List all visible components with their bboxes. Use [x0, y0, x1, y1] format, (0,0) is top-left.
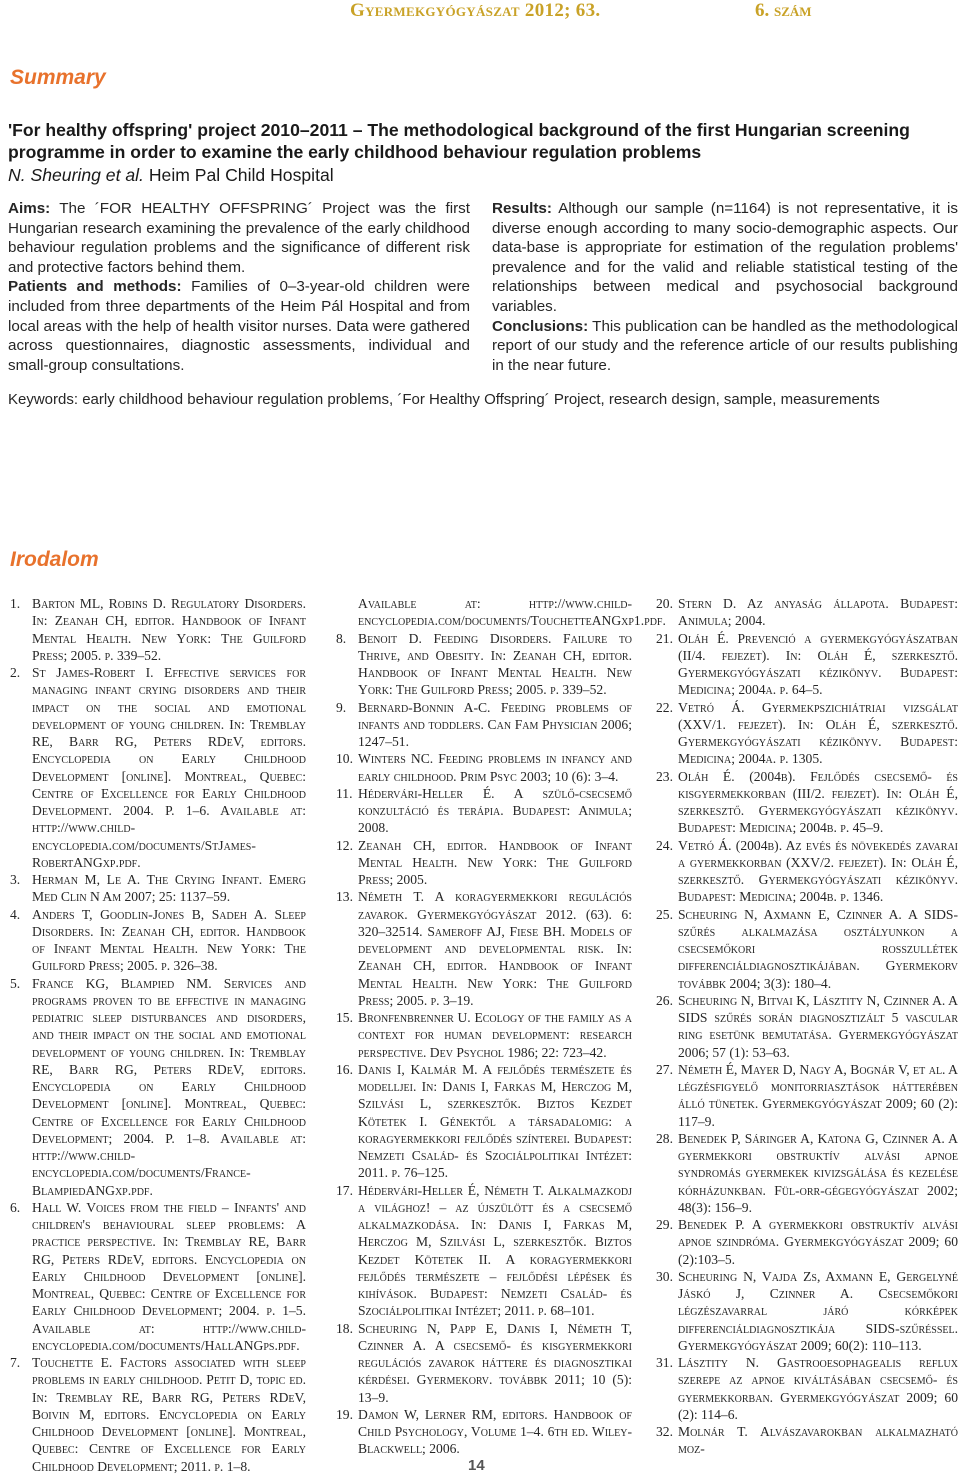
reference-text: St James-Robert I. Effective services for managing infant crying disorders and their impact on the social and emotional development of young children. In: Tremblay RE, Barr RG, Peters RDeV, editors. Encyclopedia on Early Childhood Development [online]. Montreal, Quebec: Centre of Excellence for Early Childhood Development. 2004. P. 1–6. Available at: http://www.child-encyclopedia.com/documents/StJames-RobertANGxp.pdf.	[32, 665, 306, 870]
reference-text: Benedek P, Sáringer A, Katona G, Czinner A. A gyermekkori obstruktív alvási apnoe syndromás gyermekek kivizsgálása és kezelése kórházunkban. Fül-orr-gégegyógyászat 2002; 48(3): 156–9.	[678, 1130, 958, 1215]
reference-number: 6.	[10, 1199, 21, 1215]
references-column-1	[10, 595, 306, 1475]
reference-number: 15.	[336, 1010, 353, 1025]
reference-number: 11.	[336, 785, 353, 801]
reference-number: 31.	[656, 1355, 673, 1370]
reference-text: Herman M, Le A. The Crying Infant. Emerg Med Clin N Am 2007; 25: 1137–59.	[32, 872, 306, 905]
reference-text: Lásztity N. Gastrooesophagealis reflux szerepe az apnoe kiváltásában csecsemő- és gyermekkorban. Gyermekgyógyászat 2009; 60 (2): 114–6.	[678, 1355, 958, 1422]
reference-item	[10, 871, 306, 906]
reference-item	[656, 630, 958, 699]
reference-item	[656, 1216, 958, 1268]
reference-number: 22.	[656, 699, 673, 715]
author-line	[8, 164, 334, 186]
reference-number: 4.	[10, 906, 21, 922]
reference-number: 27.	[656, 1061, 673, 1077]
reference-list-3	[656, 595, 958, 1458]
reference-number: 21.	[656, 630, 673, 646]
reference-number: 17.	[336, 1182, 353, 1198]
reference-text: Molnár T. Alvászavarokban alkalmazható moz-	[678, 1424, 958, 1457]
reference-number: 3.	[10, 872, 21, 887]
reference-number: 2.	[10, 665, 21, 680]
reference-number: 23.	[656, 768, 673, 784]
reference-number: 29.	[656, 1217, 673, 1232]
reference-item	[336, 630, 632, 699]
reference-item	[336, 888, 632, 1009]
references-column-3	[656, 595, 958, 1458]
reference-number: 7.	[10, 1355, 21, 1370]
reference-number: 20.	[656, 596, 673, 611]
reference-number: 8.	[336, 630, 347, 646]
reference-item	[336, 785, 632, 837]
reference-text: Németh É, Mayer D, Nagy A, Bognár V, et al. A légzésfigyelő monitorriasztások hátterében álló tünetek. Gyermekgyógyászat 2009; 60 (2): 117–9.	[678, 1061, 958, 1129]
issue-number: 6. szám	[755, 0, 812, 21]
results-text: Although our sample (n=1164) is not representative, it is diverse enough according to many socio-demographic aspects. Our data-base is appropriate for estimation of the regulation problems' prevalence and for the valid and reliable statistical testing of the relationships between medical and psychosocial background variables.	[492, 200, 958, 315]
reference-number: 25.	[656, 906, 673, 922]
reference-text: Scheuring N, Vajda Zs, Axmann E, Gergelyné Jáskó J, Czinner A. Csecsemőkori légzészavarral járó kórképek differenciáldiagnosztikája SIDS-szűréssel. Gyermekgyógyászat 2009; 60(2): 110–113.	[678, 1268, 958, 1353]
reference-item	[656, 1061, 958, 1130]
reference-text: Available at: http://www.child-encyclopedia.com/documents/TouchetteANGxp1.pdf.	[358, 596, 666, 629]
reference-number: 26.	[656, 992, 673, 1008]
keywords: Keywords: early childhood behaviour regulation problems, ´For Healthy Offspring´ Project, research design, sample, measurements	[8, 391, 880, 408]
reference-number: 9.	[336, 699, 347, 715]
paper-title: 'For healthy offspring' project 2010–2011 – The methodological background of the first Hungarian screening programme in order to examine the early childhood behaviour regulation problems	[8, 120, 910, 162]
patients-label: Patients and methods:	[8, 278, 182, 296]
reference-text: Hédervári-Heller É, Németh T. Alkalmazkodj a világhoz! – az újszülött és a csecsemő alkalmazkodása. In: Danis I, Farkas M, Herczog M, Szilvási L, szerkesztők. Biztos Kezdet Kötetek II. A koragyermekkori fejlődés természete – fejlődési lépések és kihívások. Budapest: Nemzeti Család- és Szociálpolitikai Intézet; 2011. p. 68–101.	[358, 1182, 632, 1319]
patients-text: Families of 0–3-year-old children were included from three departments of the Heim Pál Hospital and from local areas with the help of health visitor nurses. Data were gathered across questionnaires, diagnostic assessments, individual and small-group consultations.	[8, 278, 470, 374]
reference-text: Németh T. A koragyermekkori regulációs zavarok. Gyermekgyógyászat 2012. (63). 6: 320–32514. Sameroff AJ, Fiese BH. Models of development and developmental risk. In: Zeanah CH, editor. Handbook of Infant Mental Health. New York: The Guilford Press; 2005. p. 3–19.	[358, 889, 632, 1008]
reference-text: Scheuring N, Bitvai K, Lásztity N, Czinner A. A SIDS szűrés során diagnosztizált 5 vascular ring esetünk bemutatása. Gyermekgyógyászat 2006; 57 (1): 53–63.	[678, 992, 958, 1060]
reference-text: France KG, Blampied NM. Services and programs proven to be effective in managing pediatric sleep disturbances and disorders, and their impact on the social and emotional development of young children. In: Tremblay RE, Barr RG, Peters RDeV, editors. Encyclopedia on Early Childhood Development [online]. Montreal, Quebec: Centre of Excellence for Early Childhood Development; 2004. P. 1–8. Available at: http://www.child-encyclopedia.com/documents/France-BlampiedANGxp.pdf.	[32, 975, 306, 1198]
conclusions-text: This publication can be handled as the methodological report of our study and the reference article of our results publishing in the near future.	[492, 317, 958, 374]
reference-item	[656, 992, 958, 1061]
results-label: Results:	[492, 200, 552, 217]
page-number: 14	[468, 1457, 485, 1474]
aims-paragraph	[8, 199, 470, 277]
reference-text: Benedek P. A gyermekkori obstruktív alvási apnoe szindróma. Gyermekgyógyászat 2009; 60 (2):103–5.	[678, 1217, 958, 1267]
reference-text: Bernard-Bonnin A-C. Feeding problems of infants and toddlers. Can Fam Physician 2006; 1247–51.	[358, 699, 632, 749]
reference-item	[10, 1354, 306, 1475]
reference-text: Scheuring N, Papp E, Danis I, Németh T, Czinner A. A csecsemő- és kisgyermekkori regulációs zavarok háttere és diagnosztikai kérdései. Gyermekorv. továbbk 2011; 10 (5): 13–9.	[358, 1320, 632, 1405]
reference-text: Danis I, Kalmár M. A fejlődés természete és modelljei. In: Danis I, Farkas M, Herczog M, Szilvási L, szerkesztők. Biztos Kezdet Kötetek I. Génektől a társadalomig: a koragyermekkori fejlődés színterei. Budapest: Nemzeti Család- és Szociálpolitikai Intézet: 2011. p. 76–125.	[358, 1061, 632, 1181]
reference-item	[336, 1182, 632, 1320]
reference-list-1	[10, 595, 306, 1475]
reference-item	[656, 1423, 958, 1458]
reference-item	[656, 699, 958, 768]
reference-text: Zeanah CH, editor. Handbook of Infant Mental Health. New York: The Guilford Press; 2005.	[358, 837, 632, 887]
reference-number: 16.	[336, 1061, 353, 1077]
reference-text: Touchette E. Factors associated with sleep problems in early childhood. Petit D, topic ed. In: Tremblay RE, Barr RG, Peters RDeV, Boivin M, editors. Encyclopedia on Early Childhood Development [online]. Montreal, Quebec: Centre of Excellence for Early Childhood Development; 2011. p. 1–8.	[32, 1355, 306, 1474]
aims-label: Aims:	[8, 200, 51, 217]
reference-text: Hall W. Voices from the field – Infants' and children's behavioural sleep problems: A practice perspective. In: Tremblay RE, Barr RG, Peters RDeV, editors. Encyclopedia on Early Childhood Development [online]. Montreal, Quebec: Centre of Excellence for Early Childhood Development; 2004. p. 1–5. Available at: http://www.child-encyclopedia.com/documents/HallANGps.pdf.	[32, 1199, 306, 1353]
affiliation: Heim Pal Child Hospital	[143, 165, 334, 185]
references-heading: Irodalom	[10, 548, 99, 571]
journal-name: Gyermekgyógyászat 2012; 63.	[350, 0, 601, 21]
reference-number: 1.	[10, 596, 21, 611]
reference-item	[10, 906, 306, 975]
reference-item	[10, 664, 306, 871]
reference-number: 12.	[336, 837, 353, 853]
reference-item	[656, 1354, 958, 1423]
reference-text: Hédervári-Heller É. A szülő-csecsemő konzultáció és terápia. Budapest: Animula; 2008.	[358, 785, 632, 836]
results-paragraph	[492, 199, 958, 317]
reference-number: 5.	[10, 975, 21, 991]
reference-number: 19.	[336, 1406, 353, 1422]
reference-number: 13.	[336, 889, 353, 905]
reference-item	[336, 1009, 632, 1061]
reference-item	[10, 975, 306, 1199]
reference-item	[10, 1199, 306, 1354]
reference-number: 28.	[656, 1130, 673, 1146]
page-header	[0, 0, 960, 20]
aims-text: The ´FOR HEALTHY OFFSPRING´ Project was the first Hungarian research examining the prevalence of the early childhood behaviour regulation problems and the significance of different risk and protective factors behind them.	[8, 200, 470, 276]
reference-item	[336, 1320, 632, 1406]
reference-item	[656, 1268, 958, 1354]
reference-text: Barton ML, Robins D. Regulatory Disorders. In: Zeanah CH, editor. Handbook of Infant Mental Health. New York: The Guilford Press; 2005. p. 339–52.	[32, 596, 306, 663]
reference-text: Benoit D. Feeding Disorders. Failure to Thrive, and Obesity. In: Zeanah CH, editor. Handbook of Infant Mental Health. New York: The Guilford Press; 2005. p. 339–52.	[358, 630, 632, 698]
reference-text: Winters NC. Feeding problems in infancy and early childhood. Prim Psyc 2003; 10 (6): 3–4.	[358, 751, 632, 784]
abstract-right-column	[492, 199, 958, 375]
reference-number: 30.	[656, 1268, 673, 1284]
conclusions-label: Conclusions:	[492, 317, 589, 335]
reference-item	[336, 1061, 632, 1182]
author-names: N. Sheuring et al.	[8, 165, 144, 185]
reference-item	[656, 1130, 958, 1216]
reference-text: Vetró Á. (2004b). Az evés és növekedés zavarai a gyermekkorban (XXV/2. fejezet). In: Oláh É, szerkesztő. Gyermekgyógyászati kézikönyv. Budapest: Medicina; 2004b. p. 1346.	[678, 837, 958, 905]
reference-item	[336, 1406, 632, 1458]
reference-item	[656, 906, 958, 992]
reference-number: 24.	[656, 837, 673, 853]
reference-text: Oláh É. Prevenció a gyermekgyógyászatban (II/4. fejezet). In: Oláh É, szerkesztő. Gyermekgyógyászati kézikönyv. Budapest: Medicina; 2004a. p. 64–5.	[678, 630, 958, 698]
reference-item	[10, 595, 306, 664]
reference-text: Vetró Á. Gyermekpszichiátriai vizsgálat (XXV/1. fejezet). In: Oláh É, szerkesztő. Gyermekgyógyászati kézikönyv. Budapest: Medicina; 2004a. p. 1305.	[678, 699, 958, 767]
reference-item	[656, 837, 958, 906]
reference-item	[336, 699, 632, 751]
reference-text: Oláh É. (2004b). Fejlődés csecsemő- és kisgyermekkorban (III/2. fejezet). In: Oláh É, szerkesztő. Gyermekgyógyászati kézikönyv. Budapest: Medicina; 2004b. p. 45–9.	[678, 768, 958, 836]
abstract-left-column	[8, 199, 470, 375]
patients-paragraph	[8, 277, 470, 375]
reference-number: 32.	[656, 1424, 673, 1439]
reference-item	[656, 595, 958, 630]
reference-text: Damon W, Lerner RM, editors. Handbook of Child Psychology, Volume 1–4. 6th ed. Wiley-Blackwell; 2006.	[358, 1406, 632, 1457]
reference-text: Stern D. Az anyaság állapota. Budapest: Animula; 2004.	[678, 596, 958, 629]
reference-item	[336, 837, 632, 889]
reference-text: Bronfenbrenner U. Ecology of the family as a context for human development: research perspective. Dev Psychol 1986; 22: 723–42.	[358, 1010, 632, 1060]
reference-text: Scheuring N, Axmann E, Czinner A. A SIDS-szűrés alkalmazása osztályunkon a csecsemőkori rosszullétek differenciáldiagnosztikájában. Gyermekorv továbbk 2004; 3(3): 180–4.	[678, 906, 958, 991]
summary-heading: Summary	[10, 66, 106, 89]
reference-number: 18.	[336, 1320, 353, 1336]
reference-number: 10.	[336, 751, 353, 767]
reference-text: Anders T, Goodlin-Jones B, Sadeh A. Sleep Disorders. In: Zeanah CH, editor. Handbook of Infant Mental Health. New York: The Guilford Press; 2005. p. 326–38.	[32, 906, 306, 974]
conclusions-paragraph	[492, 317, 958, 376]
reference-item	[336, 750, 632, 785]
reference-item	[656, 768, 958, 837]
